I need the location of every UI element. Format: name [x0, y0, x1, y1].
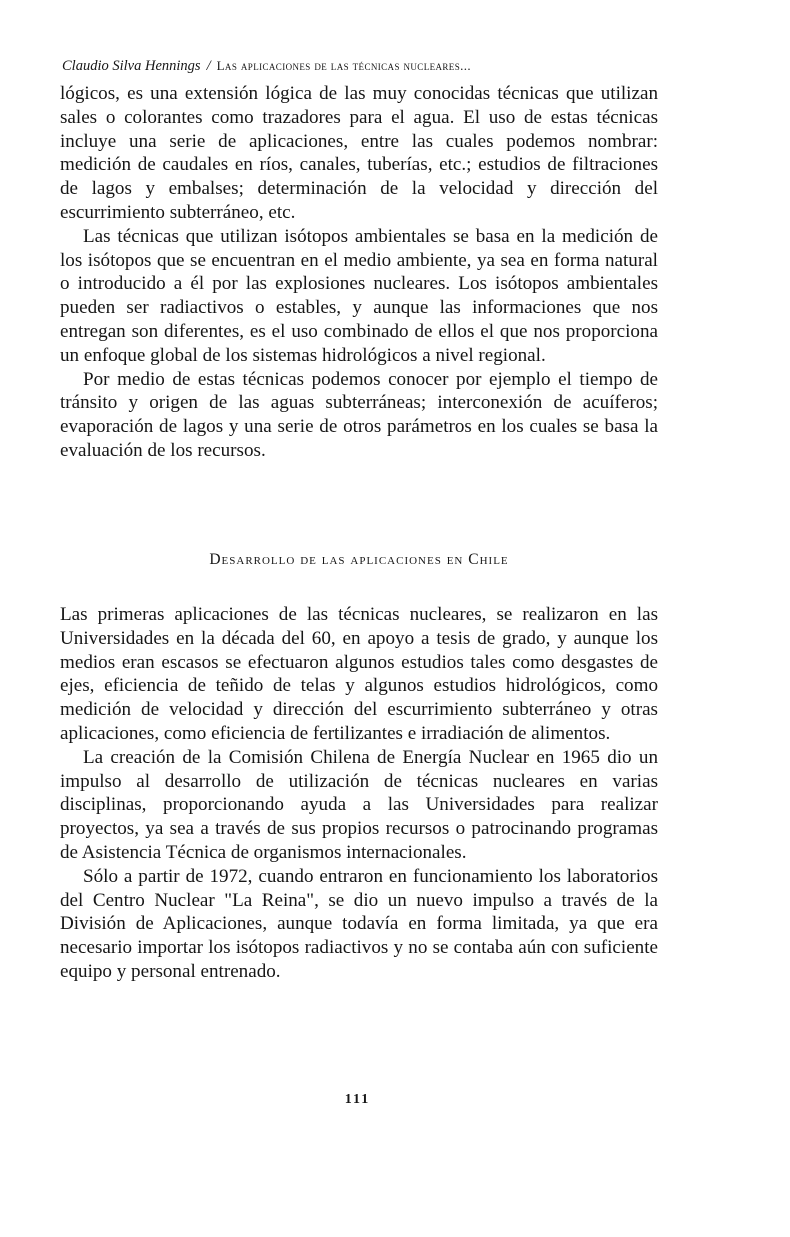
paragraph-continuation: lógicos, es una extensión lógica de las muy conocidas técnicas que utilizan sales o colorantes como trazadores para el agua. El uso de estas técnicas incluye una serie de aplicaciones, entre las cuales podemos nombrar: medición de caudales en ríos, canales, tuberías, etc.; estudios de filtraciones de lagos y embalses; determinación de la velocidad y dirección del escurrimiento subterráneo, etc.: [60, 83, 658, 223]
header-running-title: Las aplicaciones de las técnicas nucleares...: [216, 58, 472, 73]
running-header: [62, 58, 662, 75]
header-separator: /: [206, 58, 211, 74]
body-text-top: [60, 82, 658, 463]
section-heading: Desarrollo de las aplicaciones en Chile: [209, 551, 509, 568]
paragraph-techniques-uses: Por medio de estas técnicas podemos conocer por ejemplo el tiempo de tránsito y origen de las aguas subterráneas; interconexión de acuíferos; evaporación de lagos y una serie de otros parámetros en los cuales se basa la evaluación de los recursos.: [60, 368, 658, 461]
paragraph-environmental-isotopes: Las técnicas que utilizan isótopos ambientales se basa en la medición de los isótopos que se encuentran en el medio ambiente, ya sea en forma natural o introducido a él por las explosiones nucleares. Los isótopos ambientales pueden ser radiactivos o estables, y aunque las informaciones que nos entregan son diferentes, es el uso combinado de ellos el que nos proporciona un enfoque global de los sistemas hidrológicos a nivel regional.: [60, 225, 658, 366]
paragraph-commission-creation: La creación de la Comisión Chilena de Energía Nuclear en 1965 dio un impulso al desarrollo de utilización de técnicas nucleares en varias disciplinas, proporcionando ayuda a las Universidades para realizar proyectos, ya sea a través de sus propios recursos o patrocinando programas de Asistencia Técnica de organismos internacionales.: [60, 746, 658, 863]
body-text-bottom: [60, 603, 658, 984]
paragraph-first-applications: Las primeras aplicaciones de las técnicas nucleares, se realizaron en las Universidades en la década del 60, en apoyo a tesis de grado, y aunque los medios eran escasos se efectuaron algunos estudios tales como desgastes de ejes, eficiencia de teñido de telas y algunos estudios hidrológicos, como medición de velocidad y dirección del escurrimiento subterráneo y otras aplicaciones, como eficiencia de fertilizantes e irradiación de alimentos.: [60, 604, 658, 744]
paragraph-centro-nuclear: Sólo a partir de 1972, cuando entraron en funcionamiento los laboratorios del Centro Nuclear "La Reina", se dio un nuevo impulso a través de la División de Aplicaciones, aunque todavía en forma limitada, ya que era necesario importar los isótopos radiactivos y no se contaba aún con suficiente equipo y personal entrenado.: [60, 865, 658, 982]
header-author: Claudio Silva Hennings: [62, 58, 201, 74]
page-number: 111: [344, 1092, 371, 1107]
